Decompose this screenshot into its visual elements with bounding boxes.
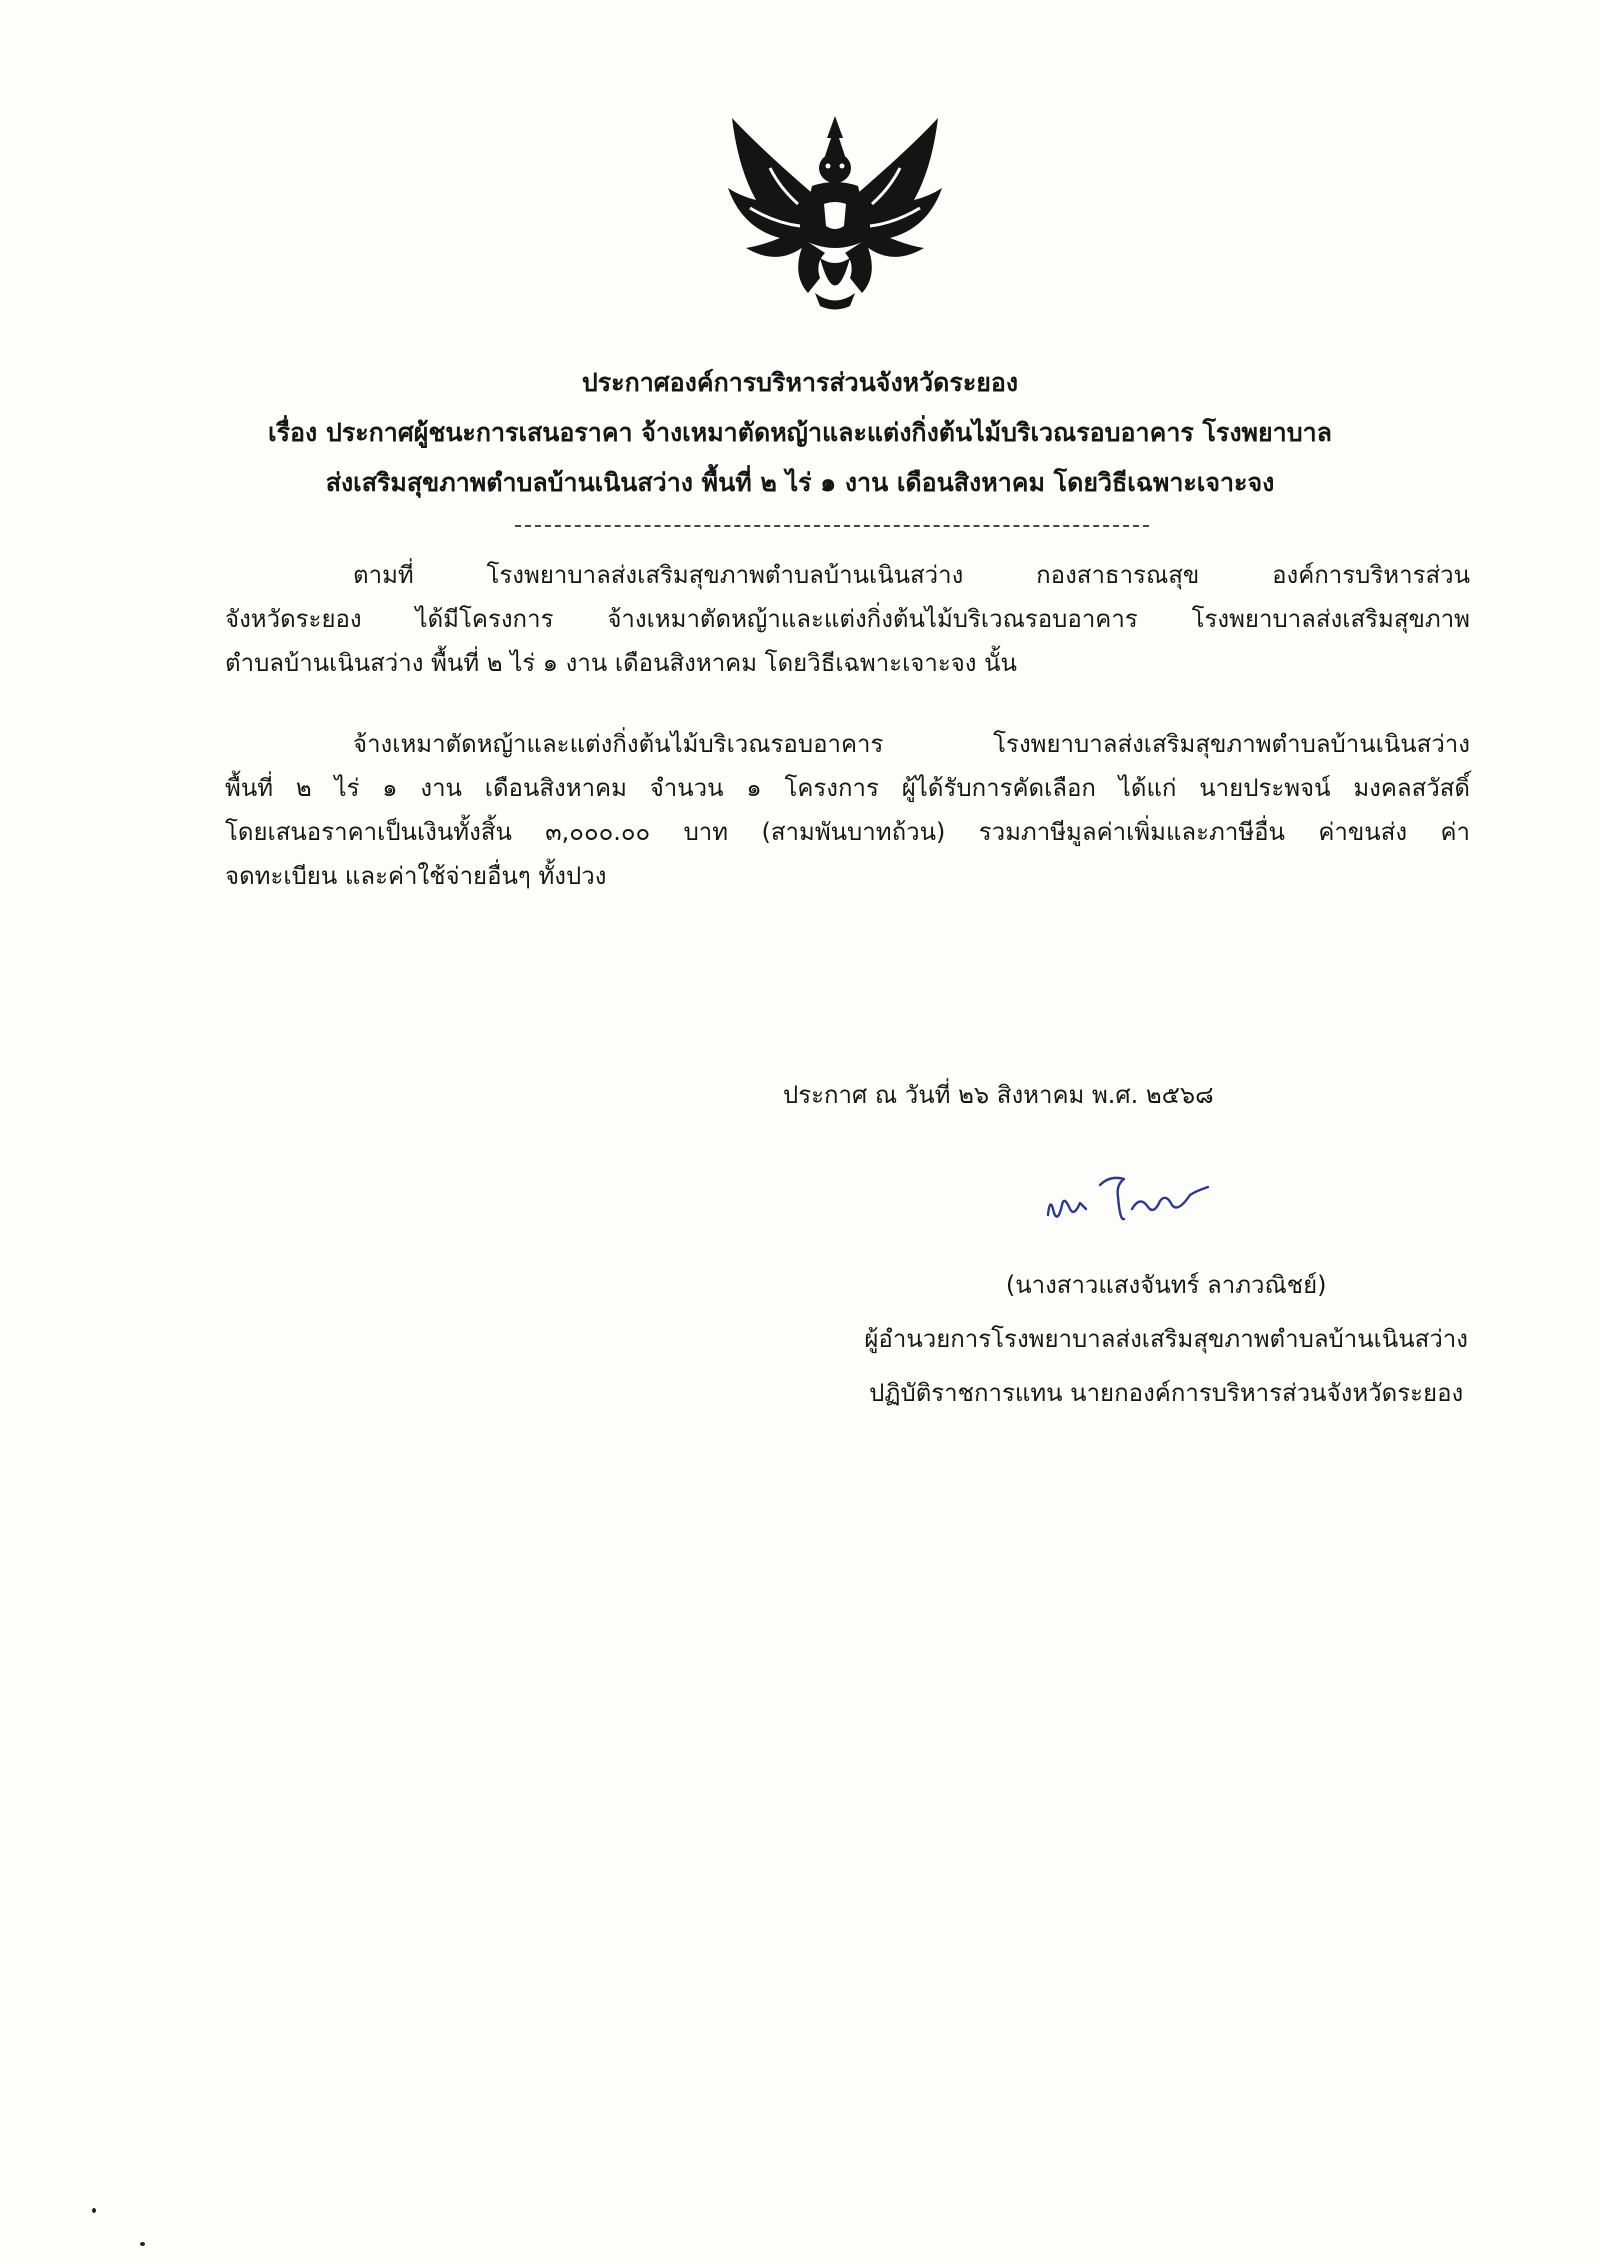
subject-line-2: ส่งเสริมสุขภาพตำบลบ้านเนินสว่าง พื้นที่ ๒ ไร่ ๑ งาน เดือนสิงหาคม โดยวิธีเฉพาะเจาะจง [325, 468, 1275, 497]
signer-position: ผู้อำนวยการโรงพยาบาลส่งเสริมสุขภาพตำบลบ้านเนินสว่าง [864, 1325, 1468, 1353]
garuda-emblem-icon [720, 108, 950, 313]
announcement-date: ประกาศ ณ วันที่ ๒๖ สิงหาคม พ.ศ. ๒๕๖๘ [783, 1081, 1214, 1109]
paragraph-line: ตามที่ โรงพยาบาลส่งเสริมสุขภาพตำบลบ้านเนินสว่าง กองสาธารณสุข องค์การบริหารส่วน [353, 561, 1470, 589]
paragraph-line: จ้างเหมาตัดหญ้าและแต่งกิ่งต้นไม้บริเวณรอบอาคาร โรงพยาบาลส่งเสริมสุขภาพตำบลบ้านเนินสว่าง [353, 730, 1470, 758]
announcement-heading [180, 358, 1420, 508]
paragraph-line: จังหวัดระยอง ได้มีโครงการ จ้างเหมาตัดหญ้าและแต่งกิ่งต้นไม้บริเวณรอบอาคาร โรงพยาบาลส่งเสริมสุขภาพ [225, 605, 1470, 633]
signer-acting: ปฏิบัติราชการแทน นายกองค์การบริหารส่วนจังหวัดระยอง [869, 1379, 1464, 1407]
paragraph-award [225, 722, 1470, 898]
signer-name: (นางสาวแสงจันทร์ ลาภวณิชย์) [1005, 1271, 1327, 1299]
org-title: ประกาศองค์การบริหารส่วนจังหวัดระยอง [581, 368, 1019, 397]
paragraph-line: จดทะเบียน และค่าใช้จ่ายอื่นๆ ทั้งปวง [225, 862, 607, 890]
paragraph-line: พื้นที่ ๒ ไร่ ๑ งาน เดือนสิงหาคม จำนวน ๑ โครงการ ผู้ได้รับการคัดเลือก ได้แก่ นายประพจน์ มงคลสวัสดิ์ [225, 774, 1470, 802]
paragraph-line: โดยเสนอราคาเป็นเงินทั้งสิ้น ๓,๐๐๐.๐๐ บาท (สามพันบาทถ้วน) รวมภาษีมูลค่าเพิ่มและภาษีอื่น ค่าขนส่ง ค่า [225, 818, 1470, 846]
paragraph-line: ตำบลบ้านเนินสว่าง พื้นที่ ๒ ไร่ ๑ งาน เดือนสิงหาคม โดยวิธีเฉพาะเจาะจง นั้น [225, 649, 1017, 677]
paragraph-background [225, 553, 1470, 685]
scan-speck [140, 2242, 145, 2246]
handwritten-signature [1040, 1165, 1220, 1235]
scan-speck [92, 2208, 96, 2213]
dashed-divider [515, 525, 1149, 527]
subject-line-1: เรื่อง ประกาศผู้ชนะการเสนอราคา จ้างเหมาตัดหญ้าและแต่งกิ่งต้นไม้บริเวณรอบอาคาร โรงพยาบาล [268, 418, 1332, 447]
signer-block [864, 1258, 1468, 1420]
